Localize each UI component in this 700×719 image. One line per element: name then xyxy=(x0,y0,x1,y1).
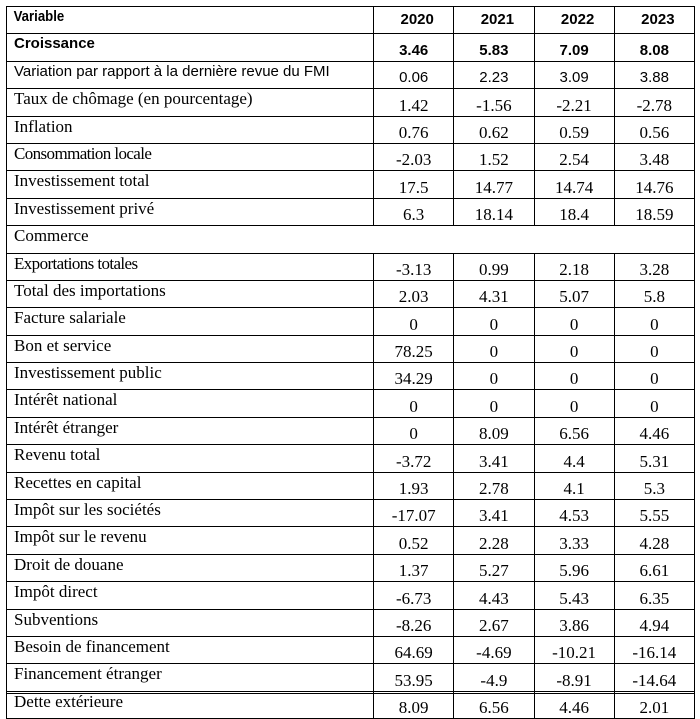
cell-2022: 4.1 xyxy=(534,472,614,499)
cell-2020: 0 xyxy=(374,308,454,335)
cell-2020: 3.46 xyxy=(374,34,454,61)
header-variable: Variable xyxy=(7,7,330,34)
cell-2022: 2.18 xyxy=(534,253,614,280)
table-row xyxy=(7,417,695,444)
row-label: Impôt sur les sociétés xyxy=(7,500,374,527)
cell-2023: 5.8 xyxy=(614,280,694,307)
cell-2020: -2.03 xyxy=(374,143,454,170)
table-row xyxy=(7,363,695,390)
cell-2023: 14.76 xyxy=(614,171,694,198)
table-row xyxy=(7,171,695,198)
cell-2023: 0.56 xyxy=(614,116,694,143)
row-label: Taux de chômage (en pourcentage) xyxy=(7,89,374,116)
cell-2020: 0 xyxy=(374,417,454,444)
cell-2023: 2.01 xyxy=(614,691,694,718)
cell-2022: 2.54 xyxy=(534,143,614,170)
cell-2023: 3.28 xyxy=(614,253,694,280)
cell-2020: 1.93 xyxy=(374,472,454,499)
table-row xyxy=(7,582,695,609)
cell-2022: 4.53 xyxy=(534,500,614,527)
row-label: Impôt sur le revenu xyxy=(7,527,374,554)
data-table xyxy=(6,6,695,719)
row-label: Impôt direct xyxy=(7,582,374,609)
cell-2022: -10.21 xyxy=(534,636,614,663)
row-label: Subventions xyxy=(7,609,374,636)
table-row xyxy=(7,308,695,335)
header-year-2021: 2021 xyxy=(454,7,534,34)
cell-2020: 0 xyxy=(374,390,454,417)
cell-2021: -1.56 xyxy=(454,89,534,116)
cell-2021: 0 xyxy=(454,308,534,335)
cell-2021: 0 xyxy=(454,390,534,417)
section-label: Commerce xyxy=(7,226,695,253)
cell-2021: -4.69 xyxy=(454,636,534,663)
cell-2021: 18.14 xyxy=(454,198,534,225)
cell-2023: 6.61 xyxy=(614,554,694,581)
cell-2021: 5.27 xyxy=(454,554,534,581)
row-label: Recettes en capital xyxy=(7,472,374,499)
cell-2022: 3.33 xyxy=(534,527,614,554)
cell-2022: 5.43 xyxy=(534,582,614,609)
table-row xyxy=(7,143,695,170)
cell-2023: 6.35 xyxy=(614,582,694,609)
cell-2020: 0.76 xyxy=(374,116,454,143)
cell-2023: 3.88 xyxy=(614,61,694,88)
row-label: Financement étranger xyxy=(7,664,374,691)
row-label: Investissement total xyxy=(7,171,374,198)
cell-2021: 2.23 xyxy=(454,61,534,88)
cell-2021: -4.9 xyxy=(454,664,534,691)
row-label: Investissement privé xyxy=(7,198,374,225)
table-row xyxy=(7,445,695,472)
table-row xyxy=(7,116,695,143)
cell-2023: 0 xyxy=(614,390,694,417)
cell-2021: 0.62 xyxy=(454,116,534,143)
table-row xyxy=(7,280,695,307)
cell-2022: 18.4 xyxy=(534,198,614,225)
row-label: Facture salariale xyxy=(7,308,374,335)
cell-2021: 8.09 xyxy=(454,417,534,444)
cell-2021: 14.77 xyxy=(454,171,534,198)
cell-2022: -8.91 xyxy=(534,664,614,691)
cell-2023: 3.48 xyxy=(614,143,694,170)
table-body xyxy=(7,34,695,719)
table-row xyxy=(7,390,695,417)
cell-2021: 6.56 xyxy=(454,691,534,718)
cell-2023: 5.55 xyxy=(614,500,694,527)
cell-2023: -2.78 xyxy=(614,89,694,116)
table-row xyxy=(7,609,695,636)
header-year-2022: 2022 xyxy=(534,7,614,34)
row-label: Bon et service xyxy=(7,335,374,362)
table-row xyxy=(7,636,695,663)
cell-2023: 5.3 xyxy=(614,472,694,499)
cell-2021: 2.28 xyxy=(454,527,534,554)
cell-2023: 4.94 xyxy=(614,609,694,636)
cell-2023: 18.59 xyxy=(614,198,694,225)
row-label: Droit de douane xyxy=(7,554,374,581)
cell-2021: 3.41 xyxy=(454,500,534,527)
cell-2022: 5.96 xyxy=(534,554,614,581)
cell-2023: 5.31 xyxy=(614,445,694,472)
row-label: Intérêt étranger xyxy=(7,417,374,444)
cell-2022: 5.07 xyxy=(534,280,614,307)
cell-2022: 6.56 xyxy=(534,417,614,444)
row-label: Total des importations xyxy=(7,280,374,307)
cell-2022: 3.86 xyxy=(534,609,614,636)
table-row xyxy=(7,89,695,116)
cell-2020: -8.26 xyxy=(374,609,454,636)
row-label: Investissement public xyxy=(7,363,374,390)
cell-2020: 0.52 xyxy=(374,527,454,554)
cell-2023: -14.64 xyxy=(614,664,694,691)
row-label: Besoin de financement xyxy=(7,636,374,663)
table-row xyxy=(7,226,695,253)
table-row xyxy=(7,61,695,88)
cell-2021: 4.31 xyxy=(454,280,534,307)
row-label: Inflation xyxy=(7,116,374,143)
cell-2020: 0.06 xyxy=(374,61,454,88)
cell-2020: -17.07 xyxy=(374,500,454,527)
cell-2023: 8.08 xyxy=(614,34,694,61)
table-row xyxy=(7,664,695,691)
cell-2021: 0.99 xyxy=(454,253,534,280)
cell-2020: 1.37 xyxy=(374,554,454,581)
cell-2021: 4.43 xyxy=(454,582,534,609)
cell-2020: 53.95 xyxy=(374,664,454,691)
cell-2021: 1.52 xyxy=(454,143,534,170)
cell-2023: 0 xyxy=(614,335,694,362)
row-label: Revenu total xyxy=(7,445,374,472)
header-year-2023: 2023 xyxy=(614,7,694,34)
cell-2022: -2.21 xyxy=(534,89,614,116)
table-row xyxy=(7,198,695,225)
table-row xyxy=(7,527,695,554)
cell-2021: 0 xyxy=(454,335,534,362)
table-row xyxy=(7,500,695,527)
row-label: Variation par rapport à la dernière revue du FMI xyxy=(7,61,374,88)
row-label: Intérêt national xyxy=(7,390,374,417)
cell-2023: 0 xyxy=(614,363,694,390)
cell-2020: -3.13 xyxy=(374,253,454,280)
table-row xyxy=(7,472,695,499)
cell-2022: 14.74 xyxy=(534,171,614,198)
table-row xyxy=(7,34,695,61)
cell-2023: 4.46 xyxy=(614,417,694,444)
cell-2020: -6.73 xyxy=(374,582,454,609)
cell-2020: 8.09 xyxy=(374,691,454,718)
cell-2020: 34.29 xyxy=(374,363,454,390)
cell-2020: 1.42 xyxy=(374,89,454,116)
cell-2022: 0.59 xyxy=(534,116,614,143)
cell-2021: 3.41 xyxy=(454,445,534,472)
cell-2020: -3.72 xyxy=(374,445,454,472)
cell-2022: 4.46 xyxy=(534,691,614,718)
row-label: Exportations totales xyxy=(7,253,374,280)
cell-2021: 2.67 xyxy=(454,609,534,636)
header-year-2020: 2020 xyxy=(374,7,454,34)
row-label: Dette extérieure xyxy=(7,691,374,718)
cell-2021: 5.83 xyxy=(454,34,534,61)
table-row xyxy=(7,335,695,362)
cell-2021: 0 xyxy=(454,363,534,390)
cell-2020: 17.5 xyxy=(374,171,454,198)
cell-2023: 0 xyxy=(614,308,694,335)
cell-2020: 78.25 xyxy=(374,335,454,362)
table-row xyxy=(7,554,695,581)
cell-2023: -16.14 xyxy=(614,636,694,663)
cell-2022: 0 xyxy=(534,390,614,417)
cell-2022: 0 xyxy=(534,335,614,362)
header-row xyxy=(7,7,695,34)
cell-2020: 64.69 xyxy=(374,636,454,663)
row-label: Consommation locale xyxy=(7,143,374,170)
cell-2022: 0 xyxy=(534,308,614,335)
table-row xyxy=(7,253,695,280)
table-row xyxy=(7,691,695,718)
row-label: Croissance xyxy=(7,34,374,61)
cell-2022: 3.09 xyxy=(534,61,614,88)
cell-2023: 4.28 xyxy=(614,527,694,554)
cell-2022: 4.4 xyxy=(534,445,614,472)
cell-2022: 0 xyxy=(534,363,614,390)
cell-2022: 7.09 xyxy=(534,34,614,61)
cell-2021: 2.78 xyxy=(454,472,534,499)
cell-2020: 2.03 xyxy=(374,280,454,307)
cell-2020: 6.3 xyxy=(374,198,454,225)
